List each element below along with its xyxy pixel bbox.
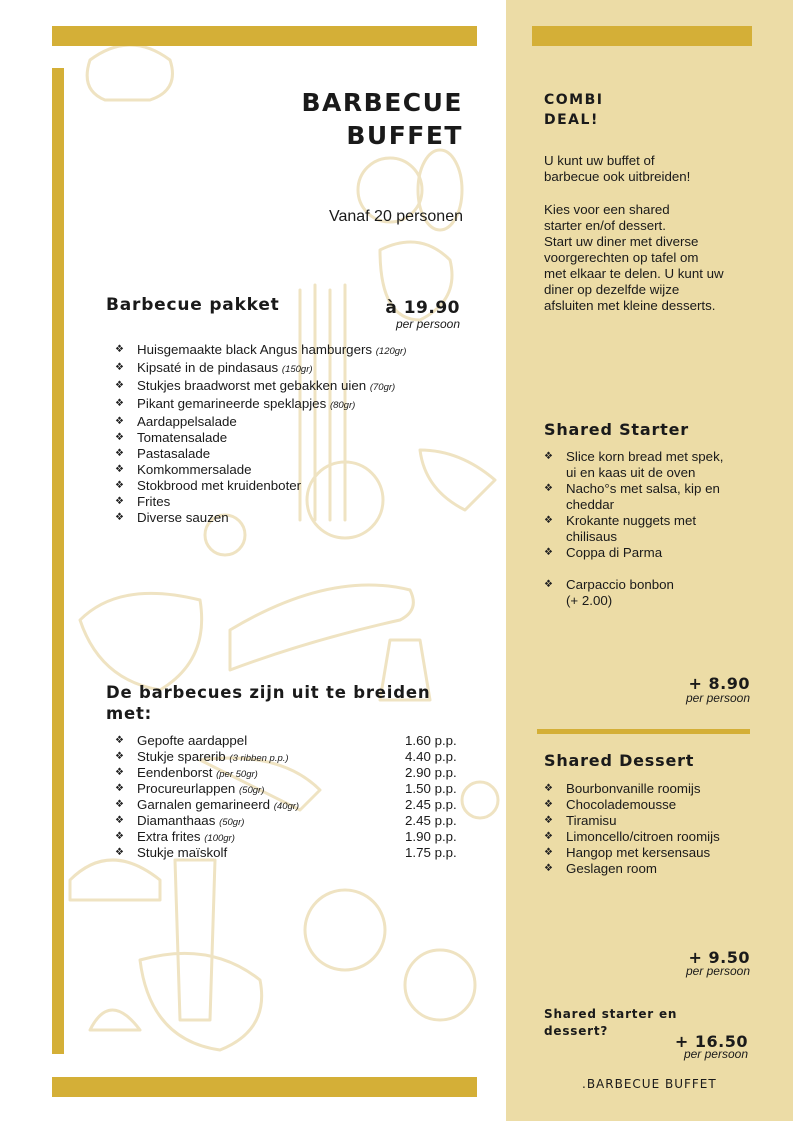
combi-intro: U kunt uw buffet of barbecue ook uitbreiden! bbox=[544, 153, 691, 184]
steak-doodle-icon bbox=[140, 953, 262, 1050]
list-item: ❖ Aardappelsalade bbox=[115, 414, 475, 430]
dessert-list bbox=[544, 781, 764, 877]
gold-bar-top-right bbox=[532, 26, 752, 46]
gold-divider bbox=[537, 729, 750, 734]
list-item: ❖ Frites bbox=[115, 494, 475, 510]
dessert-per: per persoon bbox=[685, 964, 750, 978]
pakket-list bbox=[115, 342, 475, 526]
extensions-list bbox=[115, 733, 460, 861]
table-row: ❖ Garnalen gemarineerd (40gr) 2.45 p.p. bbox=[115, 797, 460, 813]
list-item: ❖ Limoncello/citroen roomijs bbox=[544, 829, 764, 845]
starter-per: per persoon bbox=[685, 691, 750, 705]
list-item: ❖ Carpaccio bonbon (+ 2.00) bbox=[544, 577, 764, 609]
extensions-heading: De barbecues zijn uit te breiden met: bbox=[106, 683, 431, 723]
title-line-1: BARBECUE bbox=[301, 88, 463, 117]
pakket-per: per persoon bbox=[395, 317, 460, 331]
list-item: ❖ Bourbonvanille roomijs bbox=[544, 781, 764, 797]
list-item: ❖ Tomatensalade bbox=[115, 430, 475, 446]
burger-doodle-icon bbox=[70, 860, 160, 900]
combi-heading: COMBI DEAL! bbox=[544, 92, 604, 128]
dessert-heading: Shared Dessert bbox=[544, 751, 695, 770]
list-item: ❖ Geslagen room bbox=[544, 861, 764, 877]
list-item: ❖ Stukjes braadworst met gebakken uien (70gr) bbox=[115, 378, 475, 396]
pakket-heading: Barbecue pakket bbox=[106, 295, 280, 315]
list-item: ❖ Stokbrood met kruidenboter bbox=[115, 478, 475, 494]
bread-doodle-icon bbox=[87, 45, 172, 100]
table-row: ❖ Stukje sparerib (3 ribben p.p.) 4.40 p.p. bbox=[115, 749, 460, 765]
list-item: ❖ Hangop met kersensaus bbox=[544, 845, 764, 861]
pakket-price: à 19.90 bbox=[385, 298, 460, 318]
list-item: ❖ Pastasalade bbox=[115, 446, 475, 462]
fish-doodle-icon bbox=[80, 593, 202, 690]
starter-list bbox=[544, 449, 764, 609]
gold-bar-vertical bbox=[52, 68, 64, 1054]
list-item: ❖ Krokante nuggets met chilisaus bbox=[544, 513, 764, 545]
title-line-2: BUFFET bbox=[346, 121, 463, 150]
list-item: ❖ Komkommersalade bbox=[115, 462, 475, 478]
tomato-doodle-icon bbox=[305, 890, 385, 970]
table-row: ❖ Extra frites (100gr) 1.90 p.p. bbox=[115, 829, 460, 845]
footer-brand: .BARBECUE BUFFET bbox=[582, 1077, 717, 1091]
list-item: ❖ Coppa di Parma bbox=[544, 545, 764, 561]
list-item: ❖ Slice korn bread met spek, ui en kaas uit de oven bbox=[544, 449, 764, 481]
table-row: ❖ Diamanthaas (50gr) 2.45 p.p. bbox=[115, 813, 460, 829]
list-item: ❖ Huisgemaakte black Angus hamburgers (120gr) bbox=[115, 342, 475, 360]
both-price: + 16.50 bbox=[674, 1032, 748, 1051]
list-item: ❖ Pikant gemarineerde speklapjes (80gr) bbox=[115, 396, 475, 414]
gold-bar-bottom-left bbox=[52, 1077, 477, 1097]
table-row: ❖ Gepofte aardappel 1.60 p.p. bbox=[115, 733, 460, 749]
list-item: ❖ Nacho°s met salsa, kip en cheddar bbox=[544, 481, 764, 513]
both-per: per persoon bbox=[683, 1047, 748, 1061]
page-title bbox=[301, 86, 463, 152]
list-item: ❖ Tiramisu bbox=[544, 813, 764, 829]
bottle-doodle-icon bbox=[175, 860, 215, 1020]
gold-bar-top-left bbox=[52, 26, 477, 46]
combi-body: Kies voor een shared starter en/of dessert. Start uw diner met diverse voorgerechten op tafel om met elkaar te delen. U kunt uw diner op dezelfde wijze afsluiten met kleine desserts. bbox=[544, 202, 724, 313]
table-row: ❖ Procureurlappen (50gr) 1.50 p.p. bbox=[115, 781, 460, 797]
list-item: ❖ Diverse sauzen bbox=[115, 510, 475, 526]
starter-price: + 8.90 bbox=[688, 674, 750, 693]
list-item: ❖ Kipsaté in de pindasaus (150gr) bbox=[115, 360, 475, 378]
list-item: ❖ Chocolademousse bbox=[544, 797, 764, 813]
table-row: ❖ Stukje maïskolf 1.75 p.p. bbox=[115, 845, 460, 861]
page-subtitle: Vanaf 20 personen bbox=[328, 208, 463, 225]
table-row: ❖ Eendenborst (per 50gr) 2.90 p.p. bbox=[115, 765, 460, 781]
onion-doodle-icon bbox=[405, 950, 475, 1020]
both-heading: Shared starter en dessert? bbox=[544, 1007, 678, 1038]
grapes-doodle-icon bbox=[462, 782, 498, 818]
starter-heading: Shared Starter bbox=[544, 420, 689, 439]
mushroom-doodle-icon bbox=[90, 1010, 140, 1030]
dessert-price: + 9.50 bbox=[688, 948, 750, 967]
